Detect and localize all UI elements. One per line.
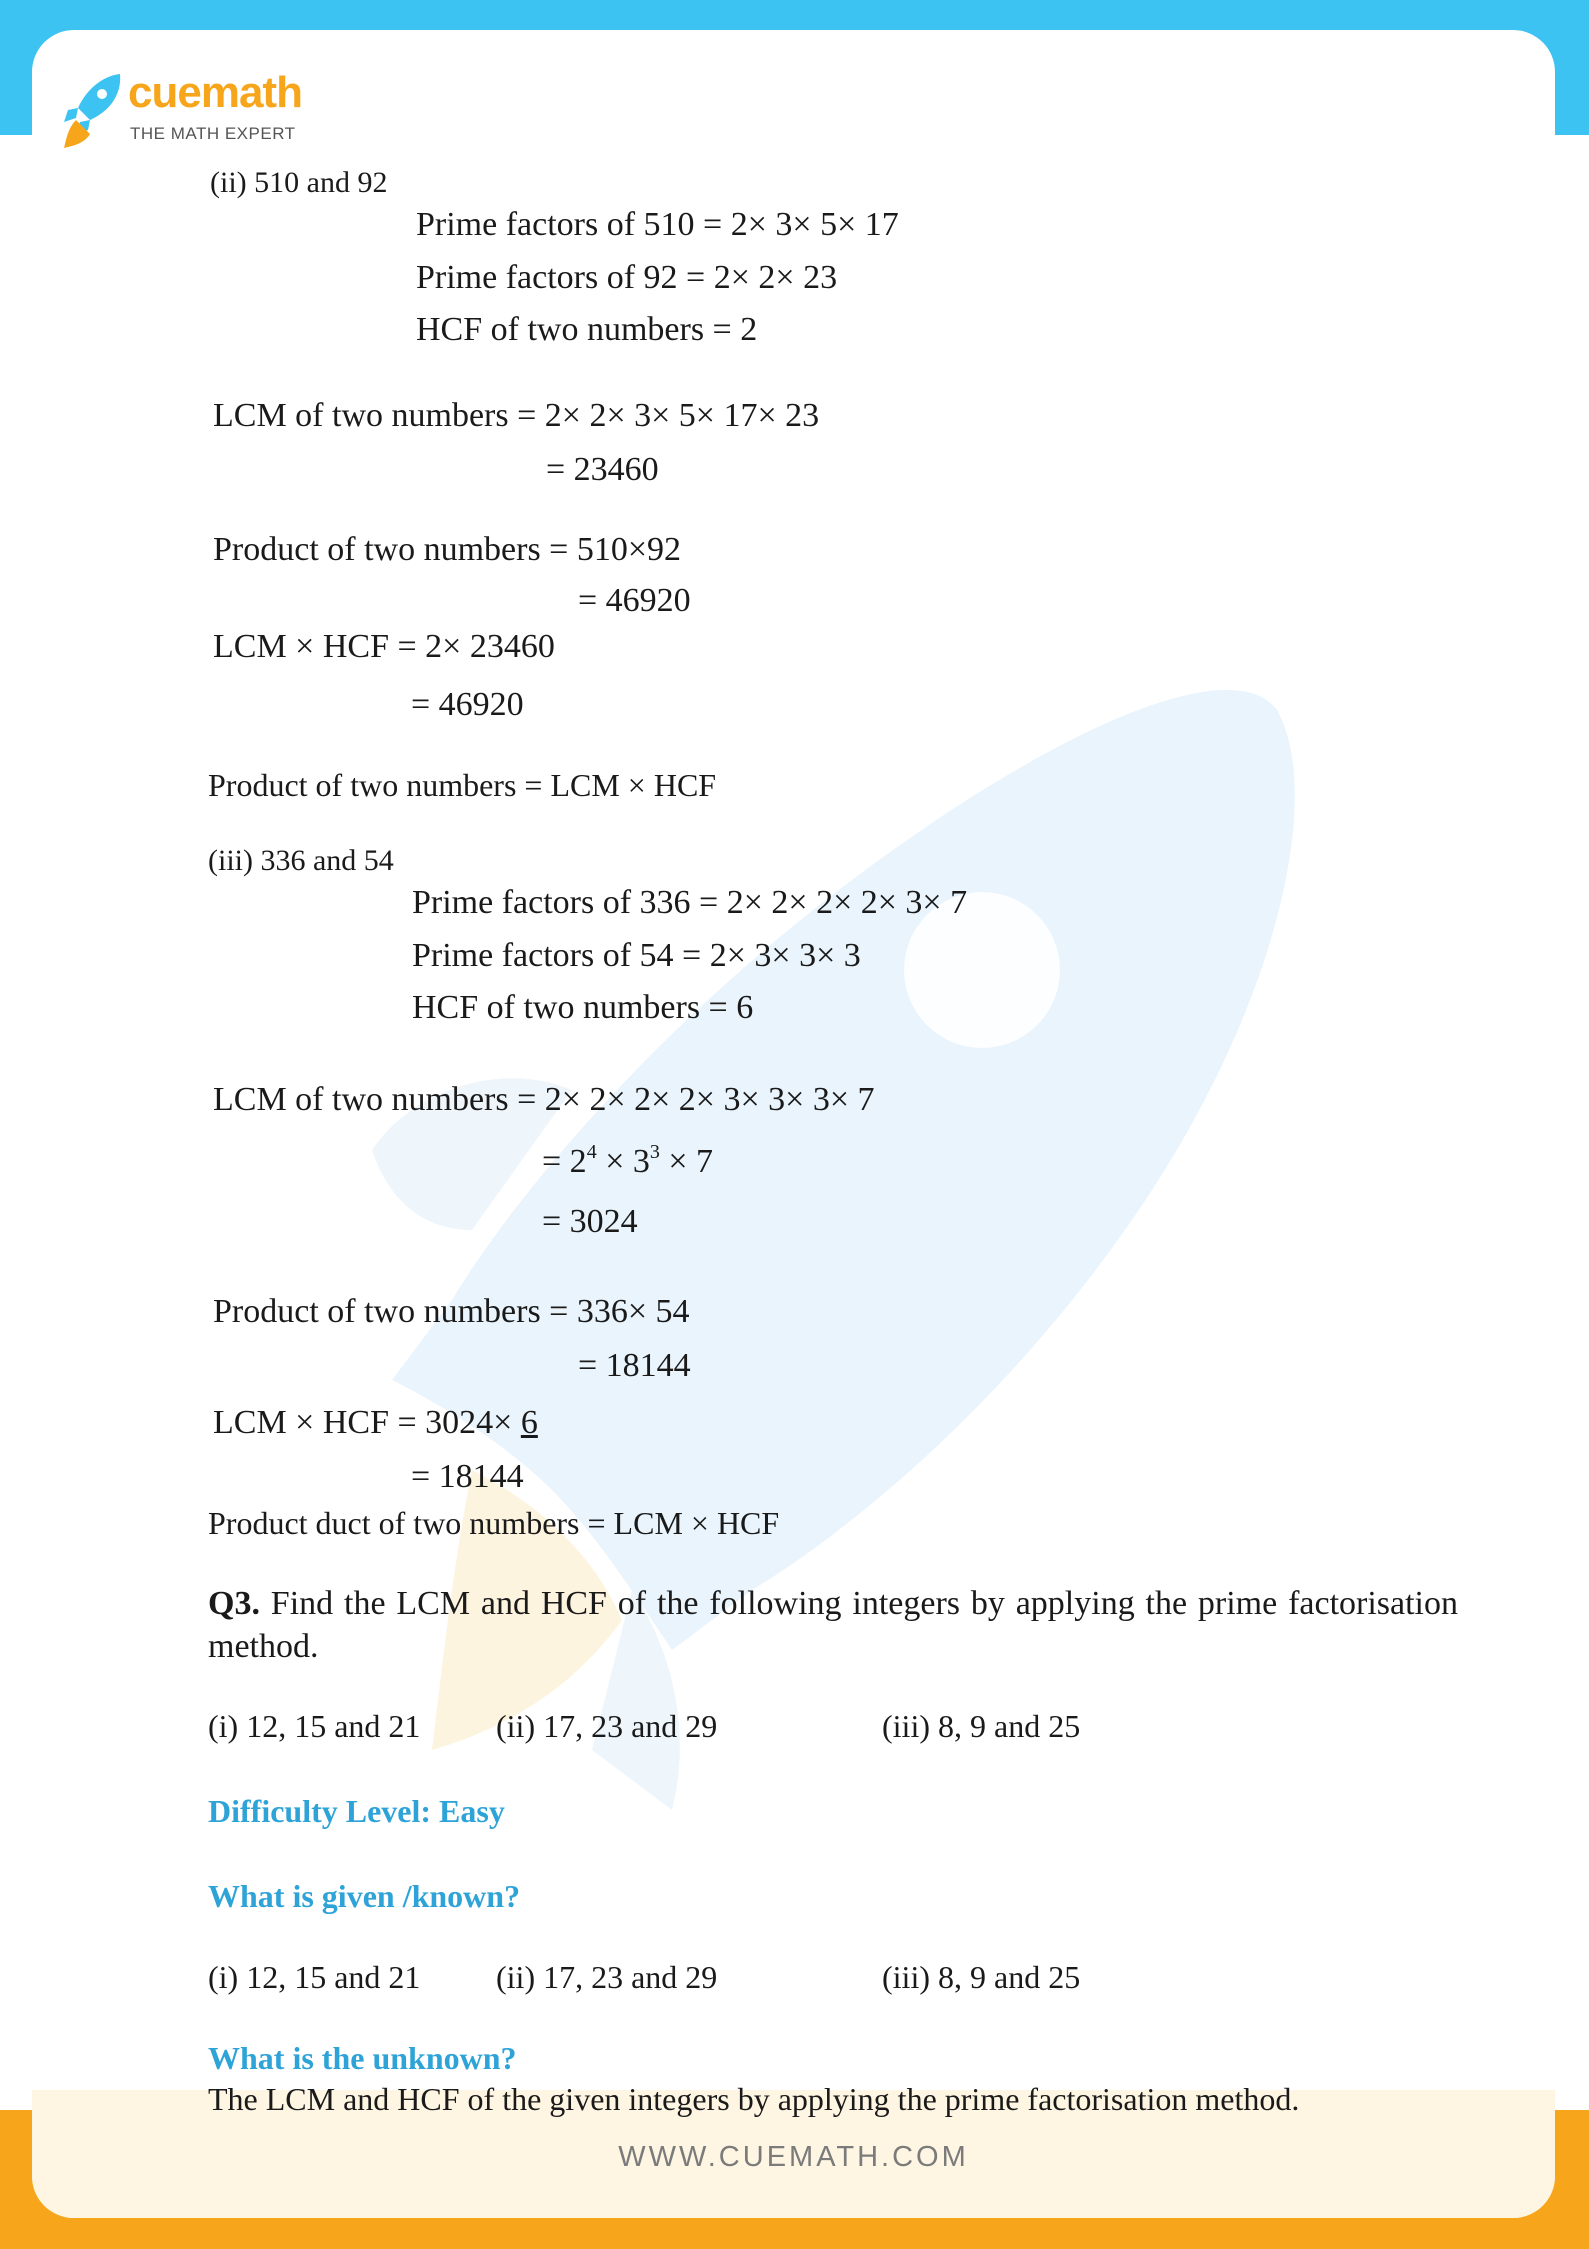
difficulty-level: Difficulty Level: Easy: [208, 1793, 505, 1829]
lcm-tail: × 7: [659, 1143, 714, 1180]
given-option-ii: (ii) 17, 23 and 29: [496, 1959, 718, 1995]
unknown-text: The LCM and HCF of the given integers by applying the prime factorisation method.: [208, 2081, 1300, 2117]
lcmxhcf-prefix: LCM × HCF = 3024×: [213, 1404, 521, 1441]
logo-wordmark: cuemath: [128, 68, 302, 117]
part-ii-title: (ii) 510 and 92: [210, 166, 388, 199]
part-iii-hcf: HCF of two numbers = 6: [412, 989, 754, 1026]
part-ii-lcmxhcf-line1: LCM × HCF = 2× 23460: [213, 628, 555, 665]
part-iii-prime-54: Prime factors of 54 = 2× 3× 3× 3: [412, 937, 861, 974]
part-ii-lcm-line1: LCM of two numbers = 2× 2× 3× 5× 17× 23: [213, 397, 820, 434]
part-ii-conclusion: Product of two numbers = LCM × HCF: [208, 767, 717, 803]
part-iii-lcm-line2: [542, 1141, 714, 1180]
q3-option-i: (i) 12, 15 and 21: [208, 1708, 421, 1744]
part-ii-lcmxhcf-line2: = 46920: [411, 686, 524, 723]
given-option-iii: (iii) 8, 9 and 25: [882, 1959, 1081, 1995]
part-iii-lcmxhcf-line1: [213, 1406, 538, 1440]
part-iii-conclusion: Product duct of two numbers = LCM × HCF: [208, 1505, 780, 1541]
part-ii-prime-510: Prime factors of 510 = 2× 3× 5× 17: [416, 206, 899, 243]
q3-option-iii: (iii) 8, 9 and 25: [882, 1708, 1081, 1744]
part-iii-prime-336: Prime factors of 336 = 2× 2× 2× 2× 3× 7: [412, 884, 968, 921]
lcm-exp-4: 4: [586, 1141, 597, 1163]
unknown-heading: What is the unknown?: [208, 2040, 517, 2076]
lcm-mid: × 3: [596, 1143, 650, 1180]
lcm-exp-3: 3: [649, 1141, 660, 1163]
part-ii-product-line2: = 46920: [578, 582, 691, 619]
lcmxhcf-hcf-value: 6: [520, 1404, 538, 1441]
part-ii-product-line1: Product of two numbers = 510×92: [213, 531, 682, 568]
part-ii-hcf: HCF of two numbers = 2: [416, 311, 758, 348]
q3-label: Q3.: [208, 1585, 260, 1622]
part-iii-product-line1: Product of two numbers = 336× 54: [213, 1293, 690, 1330]
logo-tagline: THE MATH EXPERT: [130, 124, 296, 143]
part-iii-lcmxhcf-line2: = 18144: [411, 1458, 524, 1495]
part-iii-lcm-line1: LCM of two numbers = 2× 2× 2× 2× 3× 3× 3× 7: [213, 1081, 875, 1118]
q3-option-ii: (ii) 17, 23 and 29: [496, 1708, 718, 1744]
part-iii-lcm-line3: = 3024: [542, 1203, 638, 1240]
given-heading: What is given /known?: [208, 1878, 521, 1914]
footer-website[interactable]: WWW.CUEMATH.COM: [618, 2141, 969, 2173]
lcm-eq: = 2: [542, 1143, 587, 1180]
q3-text: Find the LCM and HCF of the following integers by applying the prime factorisation method.: [208, 1585, 1458, 1665]
rocket-icon: [62, 72, 126, 162]
part-ii-prime-92: Prime factors of 92 = 2× 2× 23: [416, 259, 838, 296]
cuemath-logo[interactable]: [62, 44, 402, 164]
part-iii-product-line2: = 18144: [578, 1347, 691, 1384]
part-iii-title: (iii) 336 and 54: [208, 844, 394, 877]
given-option-i: (i) 12, 15 and 21: [208, 1959, 421, 1995]
q3-question: [208, 1582, 1458, 1668]
part-ii-lcm-line2: = 23460: [546, 451, 659, 488]
